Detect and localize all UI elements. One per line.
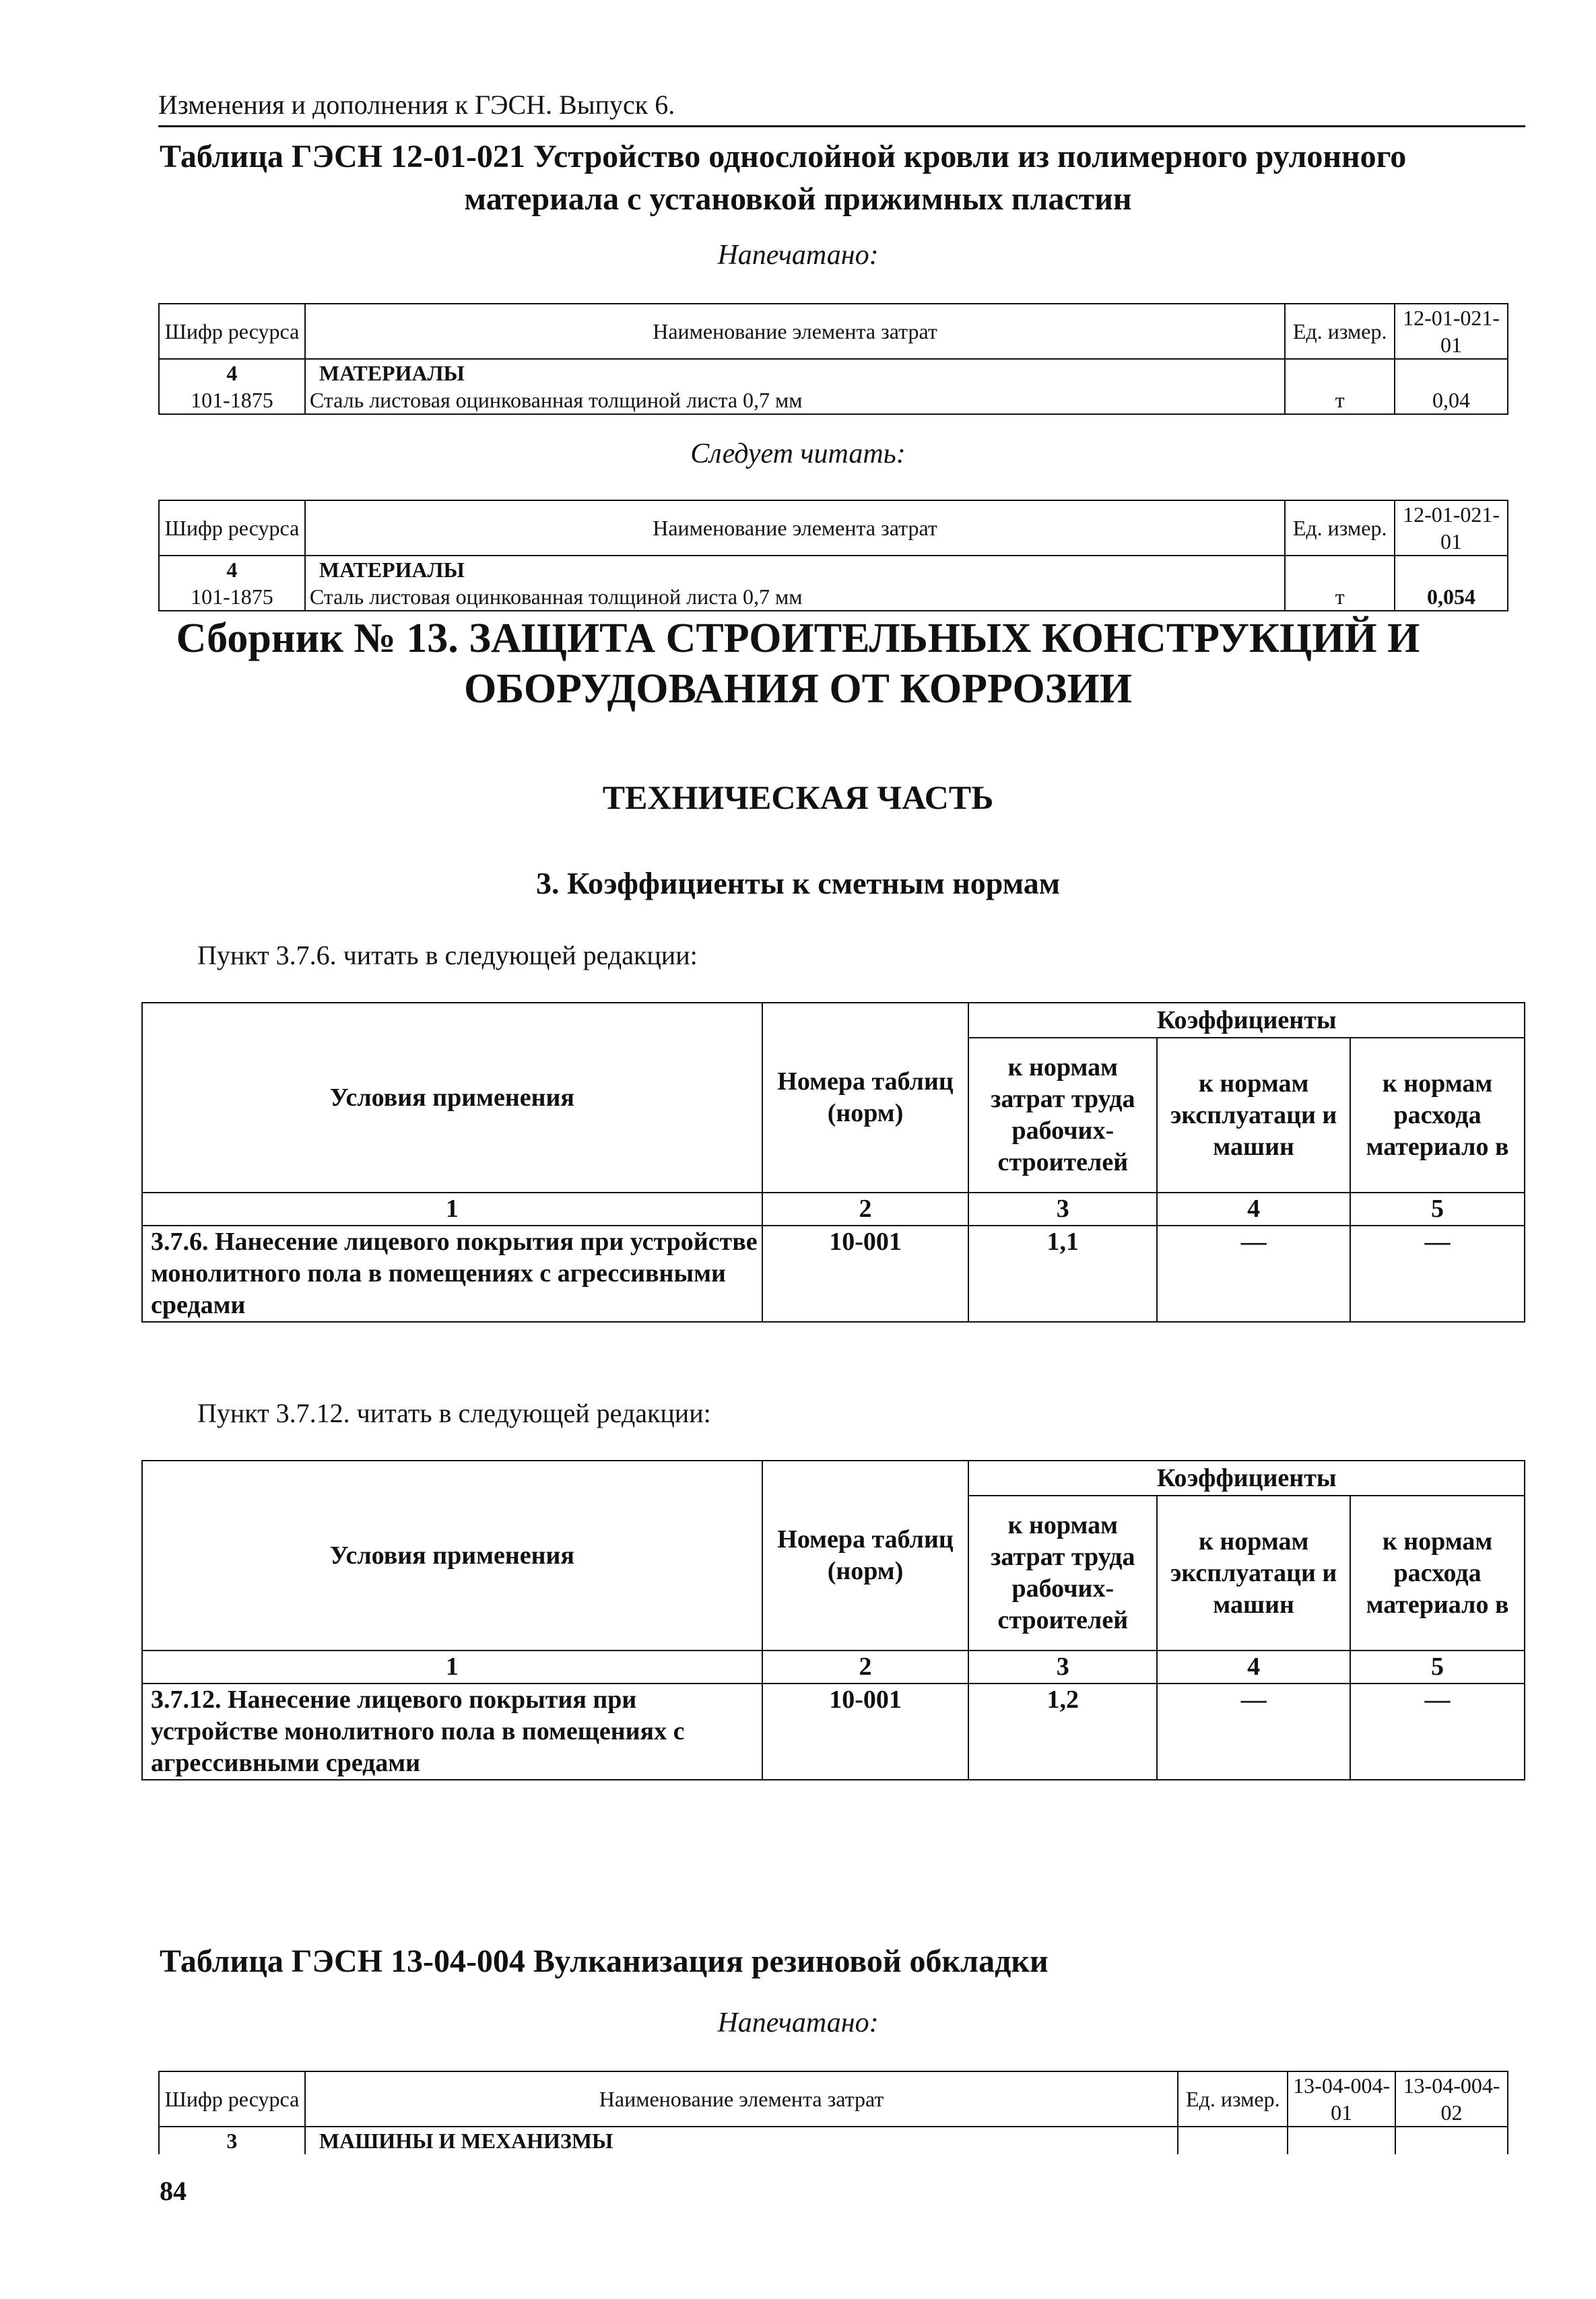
col-header-conditions: Условия применения	[142, 1003, 762, 1193]
row-tables: 10-001	[762, 1684, 969, 1780]
clause-intro: Пункт 3.7.6. читать в следующей редакции:	[197, 940, 698, 970]
col-number: 1	[142, 1651, 762, 1684]
col-header-name: Наименование элемента затрат	[305, 304, 1285, 359]
col-number: 5	[1350, 1193, 1525, 1226]
coefficient-table	[141, 1002, 1525, 1323]
printed-resource-table	[158, 303, 1508, 415]
subsection-heading: 3. Коэффициенты к сметным нормам	[535, 866, 1061, 900]
technical-part-heading: ТЕХНИЧЕСКАЯ ЧАСТЬ	[602, 778, 994, 816]
printed-label: Напечатано:	[717, 240, 879, 271]
col-header-tables: Номера таблиц (норм)	[762, 1003, 969, 1193]
col-number: 2	[762, 1193, 969, 1226]
clause-intro: Пункт 3.7.12. читать в следующей редакции:	[197, 1398, 711, 1428]
row-labor: 1,2	[968, 1684, 1157, 1780]
row-code: 4	[159, 359, 305, 387]
row-materials: —	[1350, 1226, 1525, 1322]
col-header-machines: к нормам эксплуатаци и машин	[1157, 1038, 1350, 1193]
row-value: 0,054	[1395, 583, 1508, 611]
row-name: МАТЕРИАЛЫ	[305, 556, 1285, 583]
corrected-resource-table	[158, 500, 1508, 611]
row-value: 0,04	[1395, 387, 1508, 414]
coefficient-table	[141, 1460, 1525, 1780]
read-label: Следует читать:	[690, 438, 906, 469]
row-machines: —	[1157, 1684, 1350, 1780]
row-tables: 10-001	[762, 1226, 969, 1322]
col-header-code: Шифр ресурса	[159, 500, 305, 556]
row-condition: 3.7.6. Нанесение лицевого покрытия при устройстве монолитного пола в помещениях с агрессивными средами	[142, 1226, 762, 1322]
row-name: МАШИНЫ И МЕХАНИЗМЫ	[305, 2127, 1178, 2154]
col-header-tables: Номера таблиц (норм)	[762, 1461, 969, 1651]
col-number: 5	[1350, 1651, 1525, 1684]
col-header-materials: к нормам расхода материало в	[1350, 1496, 1525, 1651]
row-value	[1395, 2127, 1508, 2154]
row-labor: 1,1	[968, 1226, 1157, 1322]
row-unit: т	[1285, 583, 1395, 611]
col-header-coefficients: Коэффициенты	[968, 1003, 1525, 1038]
section-title-line1: Таблица ГЭСН 12-01-021 Устройство однослойной кровли из полимерного рулонного	[160, 139, 1407, 174]
col-header-code: Шифр ресурса	[159, 304, 305, 359]
row-condition: 3.7.12. Нанесение лицевого покрытия при устройстве монолитного пола в помещениях с агрессивными средами	[142, 1684, 762, 1780]
col-header-conditions: Условия применения	[142, 1461, 762, 1651]
page-number: 84	[160, 2176, 187, 2206]
row-value	[1288, 2127, 1395, 2154]
col-number: 1	[142, 1193, 762, 1226]
row-unit	[1285, 359, 1395, 387]
col-header-unit: Ед. измер.	[1285, 500, 1395, 556]
row-code: 101-1875	[159, 583, 305, 611]
printed-resource-table-2	[158, 2071, 1508, 2154]
col-header-name: Наименование элемента затрат	[305, 500, 1285, 556]
row-name: МАТЕРИАЛЫ	[305, 359, 1285, 387]
collection-title-line1: Сборник № 13. ЗАЩИТА СТРОИТЕЛЬНЫХ КОНСТРУКЦИЙ И	[176, 615, 1420, 661]
row-unit	[1285, 556, 1395, 583]
row-code: 4	[159, 556, 305, 583]
row-unit: т	[1285, 387, 1395, 414]
col-number: 3	[968, 1193, 1157, 1226]
col-header-labor: к нормам затрат труда рабочих-строителей	[968, 1038, 1157, 1193]
row-materials: —	[1350, 1684, 1525, 1780]
row-value	[1395, 556, 1508, 583]
running-header: Изменения и дополнения к ГЭСН. Выпуск 6.	[158, 90, 675, 120]
row-name: Сталь листовая оцинкованная толщиной листа 0,7 мм	[305, 583, 1285, 611]
col-header-coefficients: Коэффициенты	[968, 1461, 1525, 1496]
col-header-norm: 12-01-021-01	[1395, 500, 1508, 556]
collection-title-line2: ОБОРУДОВАНИЯ ОТ КОРРОЗИИ	[464, 666, 1132, 712]
col-header-norm2: 13-04-004-02	[1395, 2071, 1508, 2127]
section-title-line2: материала с установкой прижимных пластин	[464, 181, 1132, 217]
col-header-unit: Ед. измер.	[1178, 2071, 1288, 2127]
row-value	[1395, 359, 1508, 387]
col-header-norm: 12-01-021-01	[1395, 304, 1508, 359]
col-header-machines: к нормам эксплуатаци и машин	[1157, 1496, 1350, 1651]
row-name: Сталь листовая оцинкованная толщиной листа 0,7 мм	[305, 387, 1285, 414]
row-code: 101-1875	[159, 387, 305, 414]
row-code: 3	[159, 2127, 305, 2154]
col-number: 3	[968, 1651, 1157, 1684]
col-header-norm1: 13-04-004-01	[1288, 2071, 1395, 2127]
col-header-labor: к нормам затрат труда рабочих-строителей	[968, 1496, 1157, 1651]
col-header-code: Шифр ресурса	[159, 2071, 305, 2127]
col-header-name: Наименование элемента затрат	[305, 2071, 1178, 2127]
printed-label: Напечатано:	[717, 2007, 879, 2038]
col-number: 4	[1157, 1193, 1350, 1226]
section2-title: Таблица ГЭСН 13-04-004 Вулканизация резиновой обкладки	[160, 1943, 1049, 1979]
row-machines: —	[1157, 1226, 1350, 1322]
header-rule	[158, 125, 1525, 127]
col-number: 2	[762, 1651, 969, 1684]
row-unit	[1178, 2127, 1288, 2154]
col-number: 4	[1157, 1651, 1350, 1684]
col-header-materials: к нормам расхода материало в	[1350, 1038, 1525, 1193]
col-header-unit: Ед. измер.	[1285, 304, 1395, 359]
